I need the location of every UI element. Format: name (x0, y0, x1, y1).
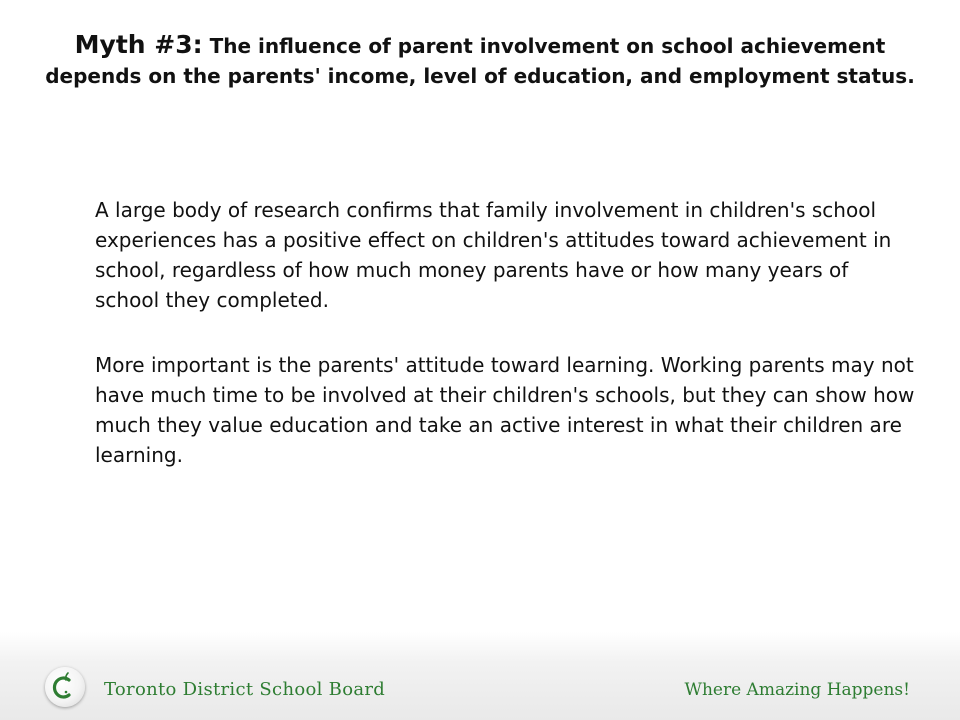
body-paragraph-research: A large body of research confirms that family involvement in children's school experiences has a positive effect on children's attitudes toward achievement in school, regardless of how much money parents have or how many years of school they completed. (95, 198, 892, 312)
myth-statement: The influence of parent involvement on school achievement depends on the parents' income, level of education, and employment status. (45, 34, 915, 88)
body-paragraph-attitude: More important is the parents' attitude toward learning. Working parents may not have much time to be involved at their children's schools, but they can show how much they value education and take an active interest in what their children are learning. (95, 353, 915, 467)
slide-title (40, 30, 920, 91)
apple-leaf-logo-icon (45, 667, 85, 707)
slide-body (95, 195, 915, 470)
tagline: Where Amazing Happens! (684, 680, 910, 700)
myth-label: Myth #3: (74, 30, 203, 59)
footer-bar (0, 632, 960, 720)
org-name: Toronto District School Board (104, 679, 386, 700)
